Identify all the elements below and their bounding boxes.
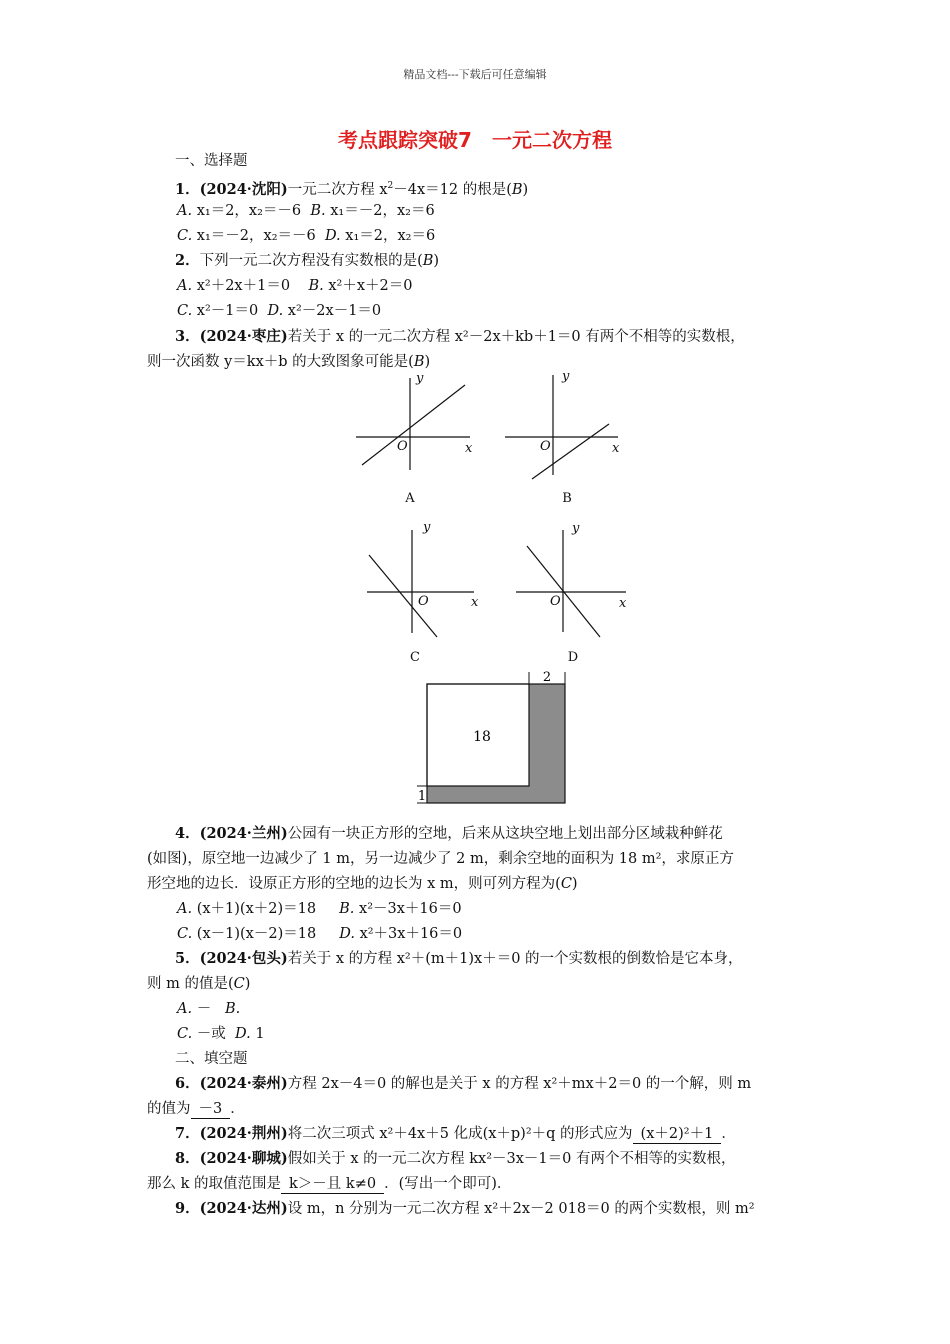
graph-a-x-label: x xyxy=(465,441,473,456)
question-3: 3．(2024·枣庄)若关于 x 的一元二次方程 x²－2x＋kb＋1＝0 有两个不相等的实数根， xyxy=(175,328,745,345)
shaded-strip-bottom xyxy=(427,786,565,803)
section-choice-heading: 一、选择题 xyxy=(175,153,248,169)
question-6: 6．(2024·泰州)方程 2x－4＝0 的解也是关于 x 的方程 x²＋mx＋2＝0 的一个解，则 m xyxy=(175,1075,752,1092)
question-4-line2: (如图)，原空地一边减少了 1 m，另一边减少了 2 m，剩余空地的面积为 18 m²，求原正方 xyxy=(147,851,734,867)
question-5-options-cd: C. －或 D. 1 xyxy=(177,1026,265,1042)
graph-c-origin: O xyxy=(418,594,429,609)
question-2: 2．下列一元二次方程没有实数根的是(B) xyxy=(175,252,440,269)
answer-7: (x＋2)²＋1 xyxy=(633,1125,722,1144)
graph-d-x-label: x xyxy=(619,596,627,611)
width-label-1: 1 xyxy=(417,789,427,804)
graph-d-caption: D xyxy=(567,650,579,665)
area-label: 18 xyxy=(473,729,491,745)
graph-b-y-label: y xyxy=(562,369,570,384)
question-4-line3: 形空地的边长．设原正方形的空地的边长为 x m，则可列方程为(C) xyxy=(147,876,578,892)
answer-8: k＞－且 k≠0 xyxy=(281,1175,384,1194)
graph-c-y-label: y xyxy=(423,520,431,535)
page-header: 精品文档---下载后可任意编辑 xyxy=(403,68,547,81)
graph-a-origin: O xyxy=(397,439,408,454)
answer-6: －3 xyxy=(191,1100,231,1119)
question-2-options-cd: C. x²－1＝0 D. x²－2x－1＝0 xyxy=(177,303,382,319)
question-5: 5．(2024·包头)若关于 x 的方程 x²＋(m＋1)x＋＝0 的一个实数根的倒数恰是它本身， xyxy=(175,950,743,967)
graph-b-caption: B xyxy=(562,491,572,506)
graph-b-x-label: x xyxy=(612,441,620,456)
answer-2: B xyxy=(422,253,434,269)
answer-5: C xyxy=(233,976,245,992)
question-8: 8．(2024·聊城)假如关于 x 的一元二次方程 kx²－3x－1＝0 有两个不相等的实数根， xyxy=(175,1150,736,1167)
question-6-line2: 的值为 －3 ． xyxy=(147,1101,245,1117)
graph-d-origin: O xyxy=(550,594,561,609)
question-2-options-ab: A. x²＋2x＋1＝0 B. x²＋x＋2＝0 xyxy=(177,278,413,294)
question-3-line2: 则一次函数 y＝kx＋b 的大致图象可能是(B) xyxy=(147,354,431,370)
section-fill-heading: 二、填空题 xyxy=(175,1051,248,1067)
graph-c-x-label: x xyxy=(471,595,479,610)
graph-b-origin: O xyxy=(540,439,551,454)
question-5-options-ab: A. － B. xyxy=(177,1001,241,1017)
width-label-2: 2 xyxy=(542,670,552,685)
question-8-line2: 那么 k 的取值范围是 k＞－且 k≠0 ．(写出一个即可)． xyxy=(147,1176,512,1192)
graph-a-caption: A xyxy=(405,491,415,506)
question-5-line2: 则 m 的值是(C) xyxy=(147,976,251,992)
question-4-options-cd: C. (x－1)(x－2)＝18 D. x²＋3x＋16＝0 xyxy=(177,926,463,942)
question-9: 9．(2024·达州)设 m，n 分别为一元二次方程 x²＋2x－2 018＝0 的两个实数根，则 m² xyxy=(175,1200,755,1217)
page-title: 考点跟踪突破7 一元二次方程 xyxy=(338,128,612,152)
question-1-options-ab: A. x₁＝2，x₂＝－6 B. x₁＝－2，x₂＝6 xyxy=(177,203,435,219)
graph-d-y-label: y xyxy=(572,521,580,536)
graph-a-y-label: y xyxy=(416,371,424,386)
graph-a-line xyxy=(362,385,465,465)
question-4-options-ab: A. (x＋1)(x＋2)＝18 B. x²－3x＋16＝0 xyxy=(177,901,462,917)
answer-3: B xyxy=(413,354,425,370)
answer-4: C xyxy=(560,876,572,892)
question-1: 1．(2024·沈阳)一元二次方程 $x^2-4x=12$ 的根是(B) xyxy=(175,180,529,198)
question-4: 4．(2024·兰州)公园有一块正方形的空地，后来从这块空地上划出部分区域栽种鲜花 xyxy=(175,825,723,842)
answer-1: B xyxy=(511,181,523,198)
square-figure xyxy=(0,668,950,808)
graph-c-caption: C xyxy=(410,650,420,665)
question-1-options-cd: C. x₁＝－2，x₂＝－6 D. x₁＝2，x₂＝6 xyxy=(177,228,436,244)
shaded-strip-right xyxy=(529,684,565,803)
question-7: 7．(2024·荆州)将二次三项式 x²＋4x＋5 化成(x＋p)²＋q 的形式应为 (x＋2)²＋1 ． xyxy=(175,1125,736,1142)
